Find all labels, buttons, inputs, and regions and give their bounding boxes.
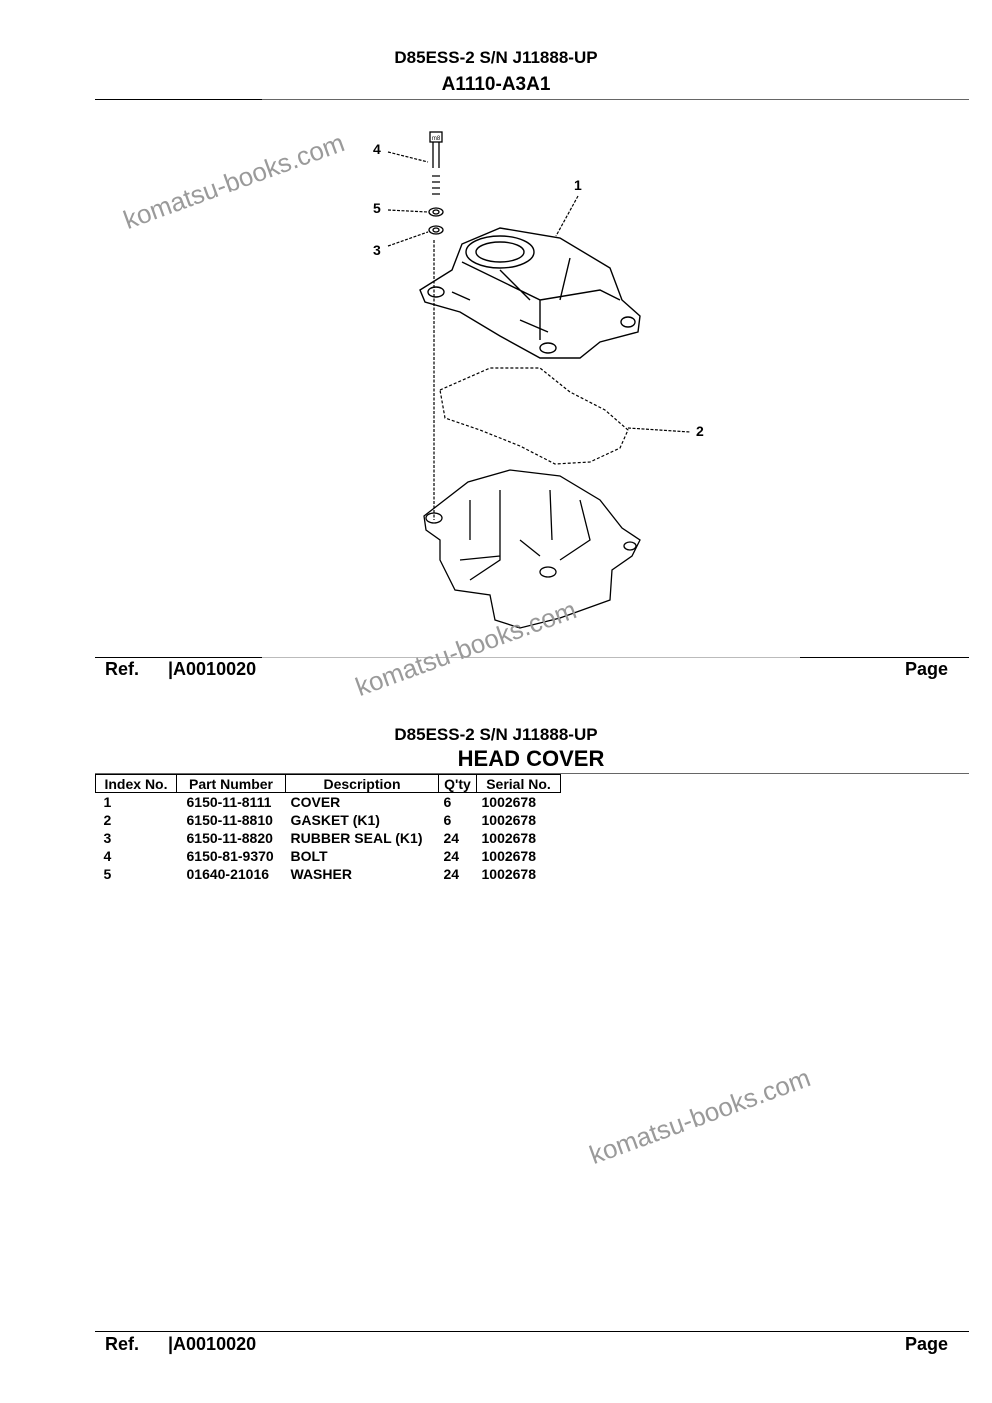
cell-qty: 24	[443, 848, 460, 864]
model-heading-2: D85ESS-2 S/N J11888-UP	[394, 725, 598, 744]
cell-part-number: 6150-11-8111	[186, 794, 272, 810]
mid-rule-right	[800, 657, 969, 658]
table-header-row	[96, 775, 561, 793]
watermark-3: komatsu-books.com	[585, 1062, 815, 1171]
callout-5: 5	[373, 200, 381, 216]
callout-2: 2	[696, 423, 704, 439]
leader-line-5	[388, 210, 428, 212]
leader-line-1	[556, 196, 578, 236]
ref-value: |A0010020	[168, 659, 257, 679]
table-row	[96, 847, 561, 865]
cell-part-number: 6150-11-8810	[186, 812, 273, 828]
col-index-no: Index No.	[96, 775, 177, 793]
model-heading: D85ESS-2 S/N J11888-UP	[394, 48, 598, 67]
rubber-seal-icon	[429, 226, 443, 234]
washer-icon	[429, 208, 443, 216]
col-qty: Q'ty	[439, 775, 477, 793]
col-description: Description	[286, 775, 439, 793]
cell-part-number: 6150-81-9370	[186, 848, 274, 864]
cell-part-number: 6150-11-8820	[186, 830, 273, 846]
cell-description: GASKET (K1)	[290, 812, 380, 828]
cell-description: WASHER	[290, 866, 352, 882]
cell-serial: 1002678	[481, 848, 537, 864]
table-row	[96, 793, 561, 812]
col-serial-no: Serial No.	[477, 775, 561, 793]
ref-label: Ref.	[105, 659, 140, 679]
section-title: HEAD COVER	[457, 746, 605, 771]
cell-qty: 6	[443, 812, 452, 828]
cell-serial: 1002678	[481, 830, 537, 846]
bottom-rule	[95, 1331, 969, 1332]
watermark-2: komatsu-books.com	[351, 594, 581, 703]
cell-description: COVER	[290, 794, 341, 810]
ref-label-bottom: Ref.	[105, 1334, 140, 1354]
cell-qty: 6	[443, 794, 452, 810]
bolt-marking: m8	[431, 136, 441, 142]
table-row	[96, 811, 561, 829]
mid-rule-middle	[262, 657, 800, 658]
cell-index: 3	[103, 830, 112, 846]
cell-index: 4	[103, 848, 112, 864]
callout-1: 1	[574, 177, 582, 193]
leader-line-4	[388, 152, 428, 162]
cell-index: 2	[103, 812, 112, 828]
page-label-bottom: Page	[905, 1334, 949, 1354]
cell-qty: 24	[443, 830, 460, 846]
cell-index: 1	[103, 794, 112, 810]
cell-serial: 1002678	[481, 794, 537, 810]
gasket-icon	[440, 368, 628, 464]
head-cover-icon	[420, 228, 640, 358]
cell-serial: 1002678	[481, 812, 537, 828]
cylinder-head-icon	[424, 470, 640, 628]
leader-line-3	[388, 232, 428, 246]
mid-rule-left	[95, 657, 262, 658]
parts-table	[95, 774, 561, 883]
callout-4: 4	[373, 141, 381, 157]
watermark-1: komatsu-books.com	[119, 127, 349, 236]
exploded-parts-diagram	[0, 0, 992, 700]
page-label: Page	[905, 659, 949, 679]
cell-description: RUBBER SEAL (K1)	[290, 830, 423, 846]
cell-description: BOLT	[290, 848, 328, 864]
table-row	[96, 829, 561, 847]
cell-index: 5	[103, 866, 112, 882]
table-row	[96, 865, 561, 883]
col-part-number: Part Number	[177, 775, 286, 793]
figure-code: A1110-A3A1	[441, 74, 551, 95]
cell-serial: 1002678	[481, 866, 537, 882]
leader-line-2	[628, 428, 690, 432]
cell-part-number: 01640-21016	[186, 866, 270, 882]
callout-3: 3	[373, 242, 381, 258]
ref-value-bottom: |A0010020	[168, 1334, 257, 1354]
cell-qty: 24	[443, 866, 460, 882]
